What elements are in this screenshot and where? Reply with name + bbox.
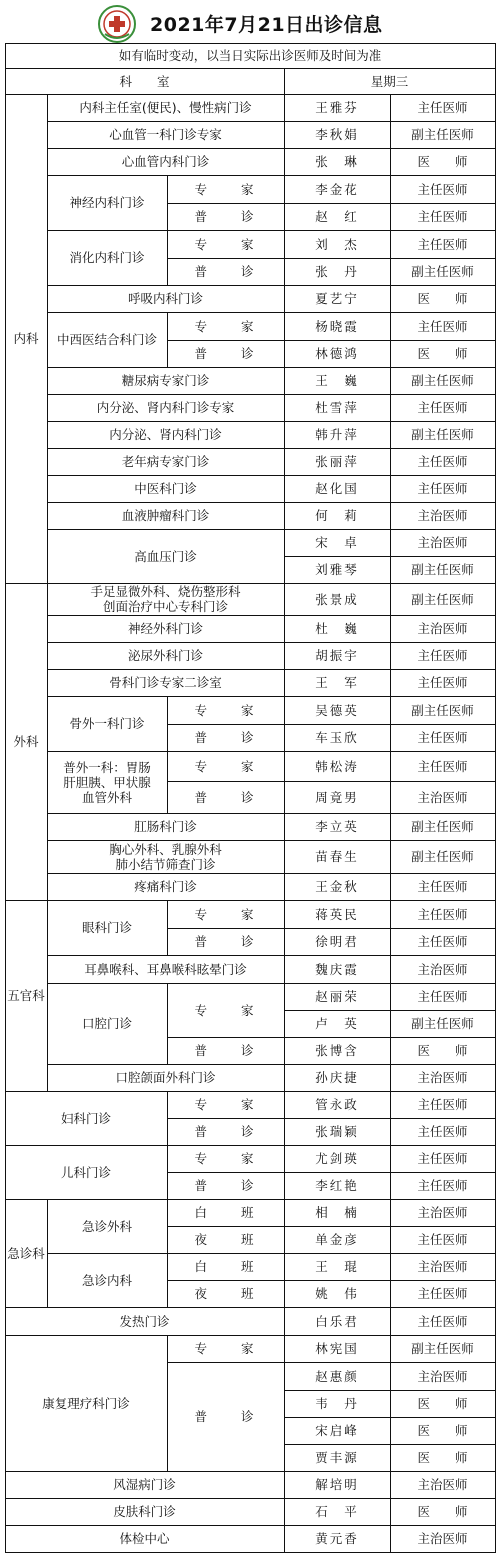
department-cell: 肛肠科门诊 — [134, 819, 197, 834]
visit-type-cell: 专 家 — [194, 702, 257, 718]
doctor-cell: 吴德英 — [315, 702, 359, 718]
doctor-cell: 韩升萍 — [315, 427, 359, 442]
title-cell: 主任医师 — [417, 454, 468, 469]
department-cell: 神经内科门诊 — [69, 195, 145, 210]
doctor-cell: 李红艳 — [315, 1178, 359, 1193]
title-cell: 主治医师 — [417, 508, 468, 523]
department-cell: 骨外一科门诊 — [69, 716, 145, 731]
title-cell: 医 师 — [417, 1396, 468, 1411]
visit-type-cell: 专 家 — [194, 906, 257, 922]
department-cell: 消化内科门诊 — [69, 250, 145, 265]
visit-type-cell: 专 家 — [194, 318, 257, 334]
department-cell: 心血管一科门诊专家 — [109, 127, 222, 142]
title-cell: 主任医师 — [417, 400, 468, 415]
department-cell: 眼科门诊 — [81, 920, 132, 935]
department-cell: 发热门诊 — [119, 1313, 170, 1329]
table-rule — [495, 43, 496, 95]
department-cell: 普外一科：胃肠 肝胆胰、甲状腺 血管外科 — [63, 759, 151, 805]
doctor-cell: 苗春生 — [315, 849, 359, 864]
title-cell: 主任医师 — [417, 1097, 468, 1112]
department-cell: 中西医结合科门诊 — [56, 332, 157, 347]
title-cell: 副主任医师 — [411, 373, 474, 388]
group-label: 内科 — [13, 331, 39, 346]
doctor-cell: 林德鸿 — [315, 346, 359, 361]
title-cell: 主任医师 — [417, 209, 468, 224]
department-cell: 体检中心 — [119, 1531, 170, 1546]
doctor-cell: 杜 巍 — [315, 621, 359, 636]
department-cell: 高血压门诊 — [134, 548, 197, 564]
notice-banner: 如有临时变动，以当日实际出诊医师及时间为准 — [118, 48, 382, 63]
title-cell: 医 师 — [417, 1450, 468, 1465]
doctor-cell: 周竟男 — [315, 789, 359, 805]
title-cell: 医 师 — [417, 291, 468, 306]
department-cell: 血液肿瘤科门诊 — [121, 508, 210, 523]
doctor-cell: 赵化国 — [315, 481, 359, 496]
doctor-cell: 杜雪萍 — [315, 400, 359, 415]
title-cell: 主治医师 — [417, 1477, 468, 1492]
doctor-cell: 林宪国 — [315, 1341, 359, 1356]
title-cell: 医 师 — [417, 1043, 468, 1058]
department-cell: 中医科门诊 — [134, 481, 197, 496]
title-cell: 主治医师 — [417, 789, 468, 805]
title-cell: 主任医师 — [417, 1124, 468, 1139]
visit-type-cell: 专 家 — [194, 236, 257, 252]
department-cell: 口腔门诊 — [81, 1016, 132, 1031]
department-cell: 糖尿病专家门诊 — [121, 373, 210, 388]
doctor-cell: 张博含 — [315, 1043, 359, 1058]
title-cell: 主任医师 — [417, 675, 468, 690]
title-cell: 主治医师 — [417, 621, 468, 636]
doctor-cell: 张 丹 — [315, 264, 359, 279]
title-cell: 主任医师 — [417, 1151, 468, 1166]
doctor-cell: 杨晓霞 — [315, 318, 359, 334]
doctor-cell: 张瑞颖 — [315, 1124, 359, 1139]
visit-type-cell: 白 班 — [194, 1205, 257, 1220]
doctor-cell: 胡振宇 — [315, 648, 359, 663]
table-rule — [390, 94, 391, 1553]
title-cell: 主任医师 — [417, 648, 468, 663]
doctor-cell: 卢 英 — [315, 1016, 359, 1031]
page-title: 2021年7月21日出诊信息 — [150, 14, 383, 36]
title-cell: 主任医师 — [417, 1232, 468, 1247]
title-cell: 副主任医师 — [411, 127, 474, 142]
title-cell: 主治医师 — [417, 961, 468, 977]
weekday-header: 星期三 — [370, 73, 409, 89]
title-cell: 主任医师 — [417, 100, 468, 115]
doctor-cell: 孙庆捷 — [315, 1070, 359, 1085]
title-cell: 主治医师 — [417, 1531, 468, 1546]
table-rule — [495, 94, 496, 1553]
title-cell: 主任医师 — [417, 236, 468, 252]
visit-type-cell: 专 家 — [194, 1341, 257, 1356]
department-cell: 妇科门诊 — [60, 1110, 111, 1126]
doctor-cell: 刘 杰 — [315, 236, 359, 252]
visit-type-cell: 普 诊 — [194, 1409, 257, 1424]
group-label: 五官科 — [7, 988, 45, 1003]
doctor-cell: 刘雅琴 — [315, 562, 359, 577]
visit-type-cell: 专 家 — [194, 181, 257, 197]
department-cell: 呼吸内科门诊 — [127, 291, 203, 306]
visit-type-cell: 普 诊 — [194, 1124, 257, 1139]
title-cell: 主任医师 — [417, 906, 468, 922]
table-rule — [5, 1552, 496, 1553]
title-cell: 副主任医师 — [411, 819, 474, 834]
doctor-cell: 宋 卓 — [315, 535, 359, 550]
department-cell: 风湿病门诊 — [113, 1477, 176, 1492]
visit-type-cell: 夜 班 — [194, 1232, 257, 1247]
doctor-cell: 王 巍 — [315, 373, 359, 388]
doctor-cell: 赵惠颜 — [315, 1368, 359, 1384]
doctor-cell: 石 平 — [315, 1504, 359, 1519]
doctor-cell: 韦 丹 — [315, 1396, 359, 1411]
doctor-cell: 蒋英民 — [315, 906, 359, 922]
title-cell: 副主任医师 — [411, 562, 474, 577]
title-cell: 主治医师 — [417, 535, 468, 550]
title-cell: 主任医师 — [417, 879, 468, 894]
doctor-cell: 王雅芬 — [315, 100, 359, 115]
doctor-cell: 解培明 — [315, 1477, 359, 1492]
doctor-cell: 单金彦 — [315, 1232, 359, 1247]
title-cell: 副主任医师 — [411, 264, 474, 279]
department-cell: 康复理疗科门诊 — [42, 1395, 130, 1411]
doctor-cell: 贾丰源 — [315, 1450, 359, 1465]
visit-type-cell: 普 诊 — [194, 264, 257, 279]
department-cell: 内分泌、肾内科门诊专家 — [96, 400, 235, 415]
doctor-cell: 车玉欣 — [315, 730, 359, 745]
visit-type-cell: 普 诊 — [194, 1178, 257, 1193]
doctor-cell: 王 军 — [315, 675, 359, 690]
department-cell: 疼痛科门诊 — [134, 879, 197, 894]
title-cell: 主治医师 — [417, 1205, 468, 1220]
doctor-cell: 相 楠 — [315, 1205, 359, 1220]
doctor-cell: 赵 红 — [315, 209, 359, 224]
department-cell: 老年病专家门诊 — [121, 454, 210, 469]
title-cell: 副主任医师 — [411, 702, 474, 718]
title-cell: 医 师 — [417, 1423, 468, 1438]
doctor-cell: 张丽萍 — [315, 454, 359, 469]
visit-type-cell: 普 诊 — [194, 789, 257, 805]
visit-type-cell: 专 家 — [194, 1097, 257, 1112]
visit-type-cell: 专 家 — [194, 758, 257, 774]
department-cell: 急诊外科 — [81, 1218, 132, 1234]
visit-type-cell: 专 家 — [194, 1151, 257, 1166]
title-cell: 主任医师 — [417, 1178, 468, 1193]
doctor-cell: 宋启峰 — [315, 1423, 359, 1438]
department-cell: 口腔颌面外科门诊 — [115, 1070, 216, 1085]
department-cell: 手足显微外科、烧伤整形科 创面治疗中心专科门诊 — [90, 584, 241, 614]
visit-type-cell: 普 诊 — [194, 346, 257, 361]
title-cell: 主任医师 — [417, 1286, 468, 1301]
doctor-cell: 张景成 — [315, 591, 359, 607]
group-label: 外科 — [13, 734, 39, 749]
department-cell: 皮肤科门诊 — [113, 1504, 176, 1519]
doctor-cell: 夏艺宁 — [315, 291, 359, 306]
title-cell: 医 师 — [417, 154, 468, 169]
title-cell: 主任医师 — [417, 481, 468, 496]
department-cell: 心血管内科门诊 — [121, 154, 210, 169]
title-cell: 副主任医师 — [411, 591, 474, 607]
title-cell: 主任医师 — [417, 989, 468, 1004]
doctor-cell: 管永政 — [315, 1097, 359, 1112]
doctor-cell: 李金花 — [315, 181, 359, 197]
title-cell: 主任医师 — [417, 758, 468, 774]
title-cell: 主任医师 — [417, 318, 468, 334]
doctor-cell: 黄元香 — [315, 1531, 359, 1546]
doctor-cell: 王金秋 — [315, 879, 359, 894]
doctor-cell: 魏庆霞 — [315, 961, 359, 977]
title-cell: 副主任医师 — [411, 1341, 474, 1356]
doctor-cell: 王 琨 — [315, 1259, 359, 1274]
title-cell: 主任医师 — [417, 934, 468, 949]
title-cell: 主治医师 — [417, 1259, 468, 1274]
doctor-cell: 姚 伟 — [315, 1286, 359, 1301]
doctor-cell: 徐明君 — [315, 934, 359, 949]
department-header: 科 室 — [119, 73, 170, 89]
doctor-cell: 李立英 — [315, 819, 359, 834]
title-cell: 医 师 — [417, 346, 468, 361]
title-cell: 副主任医师 — [411, 1016, 474, 1031]
department-cell: 内科主任室(便民)、慢性病门诊 — [79, 100, 252, 115]
doctor-cell: 韩松涛 — [315, 758, 359, 774]
department-cell: 急诊内科 — [81, 1272, 132, 1288]
department-cell: 神经外科门诊 — [127, 621, 203, 636]
doctor-cell: 尤剑瑛 — [315, 1151, 359, 1166]
department-cell: 儿科门诊 — [60, 1164, 111, 1180]
department-cell: 耳鼻喉科、耳鼻喉科眩晕门诊 — [84, 961, 247, 977]
department-cell: 胸心外科、乳腺外科 肺小结节筛查门诊 — [109, 841, 222, 872]
doctor-cell: 白乐君 — [315, 1313, 359, 1329]
group-label: 急诊科 — [7, 1245, 45, 1261]
title-cell: 主任医师 — [417, 181, 468, 197]
doctor-cell: 张 琳 — [315, 154, 359, 169]
visit-type-cell: 夜 班 — [194, 1286, 257, 1301]
doctor-cell: 李秋娟 — [315, 127, 359, 142]
title-cell: 副主任医师 — [411, 427, 474, 442]
department-cell: 泌尿外科门诊 — [127, 648, 203, 663]
visit-type-cell: 普 诊 — [194, 209, 257, 224]
title-cell: 副主任医师 — [411, 849, 474, 864]
visit-type-cell: 普 诊 — [194, 934, 257, 949]
visit-type-cell: 普 诊 — [194, 1043, 257, 1058]
title-cell: 主任医师 — [417, 1313, 468, 1329]
visit-type-cell: 白 班 — [194, 1259, 257, 1274]
title-cell: 主治医师 — [417, 1070, 468, 1085]
visit-type-cell: 专 家 — [194, 1002, 257, 1018]
doctor-cell: 赵丽荣 — [315, 989, 359, 1004]
title-cell: 医 师 — [417, 1504, 468, 1519]
doctor-cell: 何 莉 — [315, 508, 359, 523]
title-cell: 主治医师 — [417, 1368, 468, 1384]
visit-type-cell: 普 诊 — [194, 730, 257, 745]
department-cell: 内分泌、肾内科门诊 — [109, 427, 222, 442]
table-rule — [284, 94, 285, 1553]
department-cell: 骨科门诊专家二诊室 — [109, 675, 222, 690]
table-rule — [5, 94, 6, 1553]
title-cell: 主任医师 — [417, 730, 468, 745]
